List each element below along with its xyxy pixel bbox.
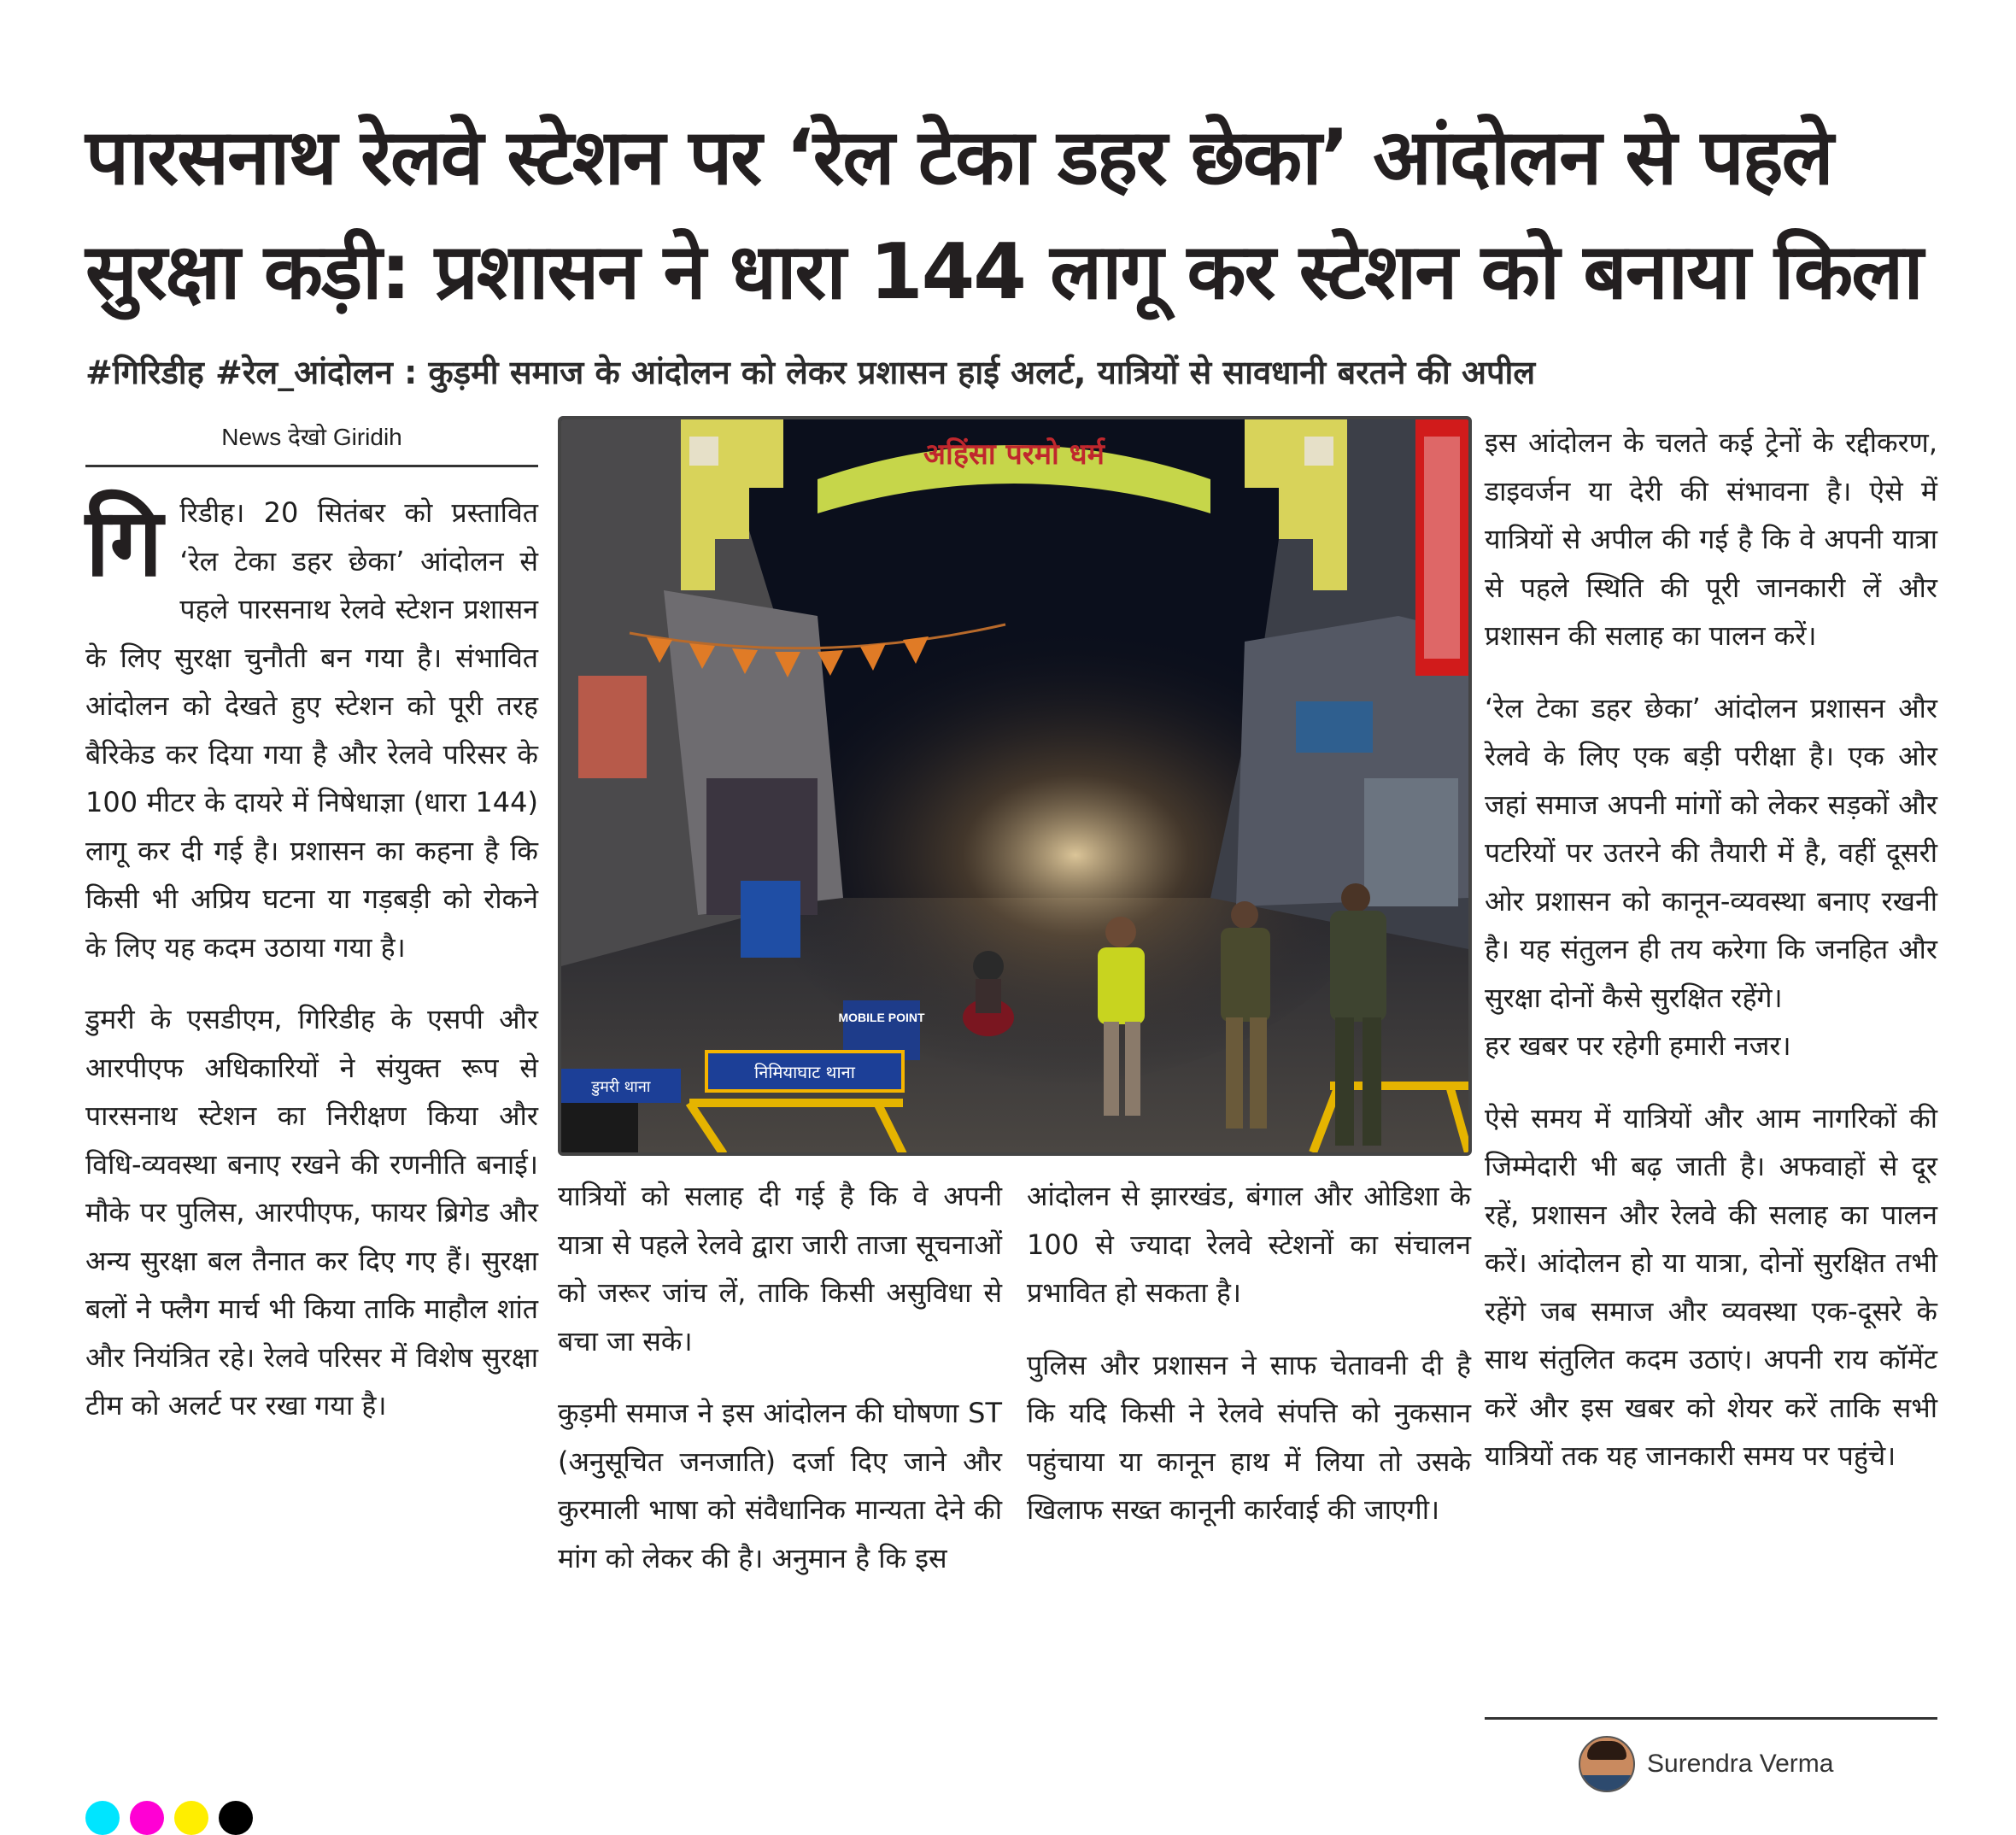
- byline-divider: [85, 465, 538, 467]
- article-paragraph: ‘रेल टेका डहर छेका’ आंदोलन प्रशासन और रेलवे के लिए एक बड़ी परीक्षा है। एक ओर जहां समाज अपनी मांगों को लेकर सड़कों और पटरियों पर उतरने की तैयारी में है, वहीं दूसरी ओर प्रशासन को कानून-व्यवस्था बनाए रखनी है। यह संतुलन ही तय करेगा कि जनहित और सुरक्षा दोनों कैसे सुरक्षित रहेंगे।: [1485, 691, 1937, 1014]
- article-paragraph: आंदोलन से झारखंड, बंगाल और ओडिशा के 100 से ज्यादा रेलवे स्टेशनों का संचालन प्रभावित हो सकता है।: [1027, 1180, 1471, 1309]
- article-paragraph: ऐसे समय में यात्रियों और आम नागरिकों की जिम्मेदारी भी बढ़ जाती है। अफवाहों से दूर रहें, प्रशासन और रेलवे की सलाह का पालन करें। आंदोलन हो या यात्रा, दोनों सुरक्षित तभी रहेंगे जब समाज और व्यवस्था एक-दूसरे के साथ संतुलित कदम उठाएं। अपनी राय कॉमेंट करें और इस खबर को शेयर करें ताकि सभी यात्रियों तक यह जानकारी समय पर पहुंचे।: [1485, 1101, 1937, 1472]
- article-column-2: [558, 1172, 1002, 1582]
- author-divider: [1485, 1717, 1937, 1720]
- author-credit: [1579, 1736, 1833, 1792]
- byline: News देखो Giridih: [221, 424, 402, 450]
- headline: पारसनाथ रेलवे स्टेशन पर ‘रेल टेका डहर छेका’ आंदोलन से पहले सुरक्षा कड़ी: प्रशासन ने धारा 144 लागू कर स्टेशन को बनाया किला: [85, 113, 1922, 317]
- article-paragraph: कुड़मी समाज ने इस आंदोलन की घोषणा ST (अनुसूचित जनजाति) दर्जा दिए जाने और कुरमाली भाषा को संवैधानिक मान्यता देने की मांग को लेकर की है। अनुमान है कि इस: [558, 1397, 1002, 1574]
- cyan-dot: [85, 1801, 120, 1835]
- drop-cap: गि: [85, 488, 163, 597]
- yellow-dot: [174, 1801, 208, 1835]
- article-paragraph: इस आंदोलन के चलते कई ट्रेनों के रद्दीकरण, डाइवर्जन या देरी की संभावना है। ऐसे में यात्रियों से अपील की गई है कि वे अपनी यात्रा से पहले स्थिति की पूरी जानकारी लें और प्रशासन की सलाह का पालन करें।: [1485, 426, 1937, 652]
- paragraph-text: रिडीह। 20 सितंबर को प्रस्तावित ‘रेल टेका डहर छेका’ आंदोलन से पहले पारसनाथ रेलवे स्टेशन प्रशासन के लिए सुरक्षा चुनौती बन गया है। संभावित आंदोलन को देखते हुए स्टेशन को पूरी तरह बैरिकेड कर दिया गया है और रेलवे परिसर के 100 मीटर के दायरे में निषेधाज्ञा (धारा 144) लागू कर दी गई है। प्रशासन का कहना है कि किसी भी अप्रिय घटना या गड़बड़ी को रोकने के लिए यह कदम उठाया गया है।: [85, 496, 538, 964]
- article-paragraph: हर खबर पर रहेगी हमारी नजर।: [1485, 1029, 1791, 1062]
- police-sign-2: निमियाघाट थाना: [754, 1062, 855, 1082]
- article-column-1: [85, 489, 538, 1430]
- article-photo: [558, 416, 1472, 1156]
- article-paragraph: डुमरी के एसडीएम, गिरिडीह के एसपी और आरपीएफ अधिकारियों ने संयुक्त रूप से पारसनाथ स्टेशन का निरीक्षण किया और विधि-व्यवस्था बनाए रखने की रणनीति बनाई। मौके पर पुलिस, आरपीएफ, फायर ब्रिगेड और अन्य सुरक्षा बल तैनात कर दिए गए हैं। सुरक्षा बलों ने फ्लैग मार्च भी किया ताकि माहौल शांत और नियंत्रित रहे। रेलवे परिसर में विशेष सुरक्षा टीम को अलर्ट पर रखा गया है।: [85, 1003, 538, 1422]
- article-paragraph: [85, 489, 538, 971]
- shop-sign-text: MOBILE POINT: [838, 1011, 925, 1024]
- arch-sign-text: अहिंसा परमो धर्म: [923, 437, 1105, 472]
- police-sign-1: डुमरी थाना: [591, 1078, 651, 1096]
- article-paragraph: यात्रियों को सलाह दी गई है कि वे अपनी यात्रा से पहले रेलवे द्वारा जारी ताजा सूचनाओं को जरूर जांच लें, ताकि किसी असुविधा से बचा जा सके।: [558, 1180, 1002, 1357]
- print-registration-marks: [85, 1801, 253, 1835]
- author-name: Surendra Verma: [1647, 1750, 1834, 1778]
- article-paragraph: पुलिस और प्रशासन ने साफ चेतावनी दी है कि यदि किसी ने रेलवे संपत्ति को नुकसान पहुंचाया या कानून हाथ में लिया तो उसके खिलाफ सख्त कानूनी कार्रवाई की जाएगी।: [1027, 1348, 1471, 1526]
- article-column-3: [1027, 1172, 1471, 1534]
- black-dot: [219, 1801, 253, 1835]
- avatar: [1579, 1736, 1635, 1792]
- article-column-4: [1485, 419, 1937, 1480]
- magenta-dot: [130, 1801, 164, 1835]
- subheadline: #गिरिडीह #रेल_आंदोलन : कुड़मी समाज के आंदोलन को लेकर प्रशासन हाई अलर्ट, यात्रियों से सावधानी बरतने की अपील: [85, 354, 1536, 391]
